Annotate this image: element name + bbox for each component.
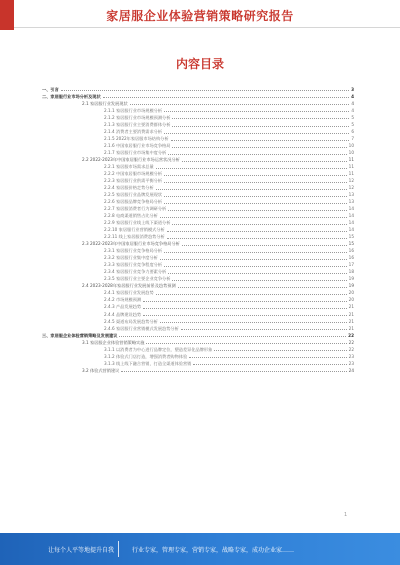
toc-entry[interactable]	[42, 114, 354, 121]
toc-leader-dots	[168, 210, 346, 211]
toc-entry-page: 14	[348, 227, 354, 233]
toc-entry[interactable]	[42, 254, 354, 261]
toc-entry[interactable]	[42, 212, 354, 219]
toc-entry-title: 2.2 2022-2023年中国家居服行业市场运营状况分析	[82, 157, 180, 163]
toc-entry[interactable]	[42, 121, 354, 128]
toc-entry-page: 21	[348, 304, 354, 310]
toc-entry[interactable]	[42, 303, 354, 310]
toc-entry[interactable]	[42, 191, 354, 198]
toc-entry-page: 21	[348, 311, 354, 317]
toc-entry[interactable]	[42, 325, 354, 332]
footer-roles: 行业专家，管理专家，营销专家，战略专家，成功企业家……	[132, 547, 295, 554]
toc-entry[interactable]	[42, 142, 354, 149]
toc-leader-dots	[168, 154, 346, 155]
toc-entry-page: 7	[351, 136, 354, 142]
toc-entry-page: 10	[348, 150, 354, 156]
toc-entry[interactable]	[42, 128, 354, 135]
toc-leader-dots	[172, 147, 346, 148]
toc-entry[interactable]	[42, 86, 354, 93]
header-band	[0, 0, 400, 30]
toc-entry[interactable]	[42, 170, 354, 177]
toc-entry[interactable]	[42, 247, 354, 254]
toc-entry[interactable]	[42, 360, 354, 367]
footer-banner	[0, 533, 400, 565]
document-title: 家居服企业体验营销策略研究报告	[106, 9, 294, 23]
toc-entry-title: 2.4.2 市场规模预测	[104, 297, 142, 303]
toc-leader-dots	[156, 294, 347, 295]
toc-entry-page: 11	[348, 171, 354, 177]
toc-entry-title: 3.1 家居服企业体验营销策略实施	[82, 339, 145, 345]
toc-entry-title: 2.2.10 家居服行业营销模式分析	[104, 227, 165, 233]
toc-leader-dots	[160, 217, 347, 218]
toc-entry-page: 4	[351, 101, 354, 107]
toc-entry-page: 23	[348, 353, 354, 359]
toc-entry-title: 2.2.7 家居服消费者行为调研分析	[104, 206, 167, 212]
toc-entry-title: 3.1.3 线上线下融合营销，打造全渠道体验营销	[104, 360, 192, 366]
toc-leader-dots	[103, 97, 349, 98]
toc-leader-dots	[172, 118, 349, 119]
toc-entry-page: 14	[348, 213, 354, 219]
toc-entry-title: 一、引言	[42, 87, 59, 92]
toc-entry-page: 18	[348, 269, 354, 275]
toc-entry-page: 12	[348, 185, 354, 191]
toc-entry-page: 17	[348, 262, 354, 268]
toc-leader-dots	[164, 175, 347, 176]
toc-entry-page: 11	[348, 157, 354, 163]
toc-entry[interactable]	[42, 149, 354, 156]
toc-entry[interactable]	[42, 184, 354, 191]
toc-entry-page: 24	[348, 367, 354, 373]
toc-entry-title: 2.2.2 中国家居服市场规模分析	[104, 171, 163, 177]
toc-entry-page: 23	[348, 360, 354, 366]
toc-entry-page: 4	[351, 108, 354, 114]
toc-entry-page: 11	[348, 164, 354, 170]
toc-entry-title: 2.1.5 2022年家居服市场结构分析	[104, 136, 169, 142]
toc-entry-page: 19	[348, 283, 354, 289]
toc-entry-page: 3	[351, 87, 354, 92]
toc-entry-page: 22	[348, 339, 354, 345]
toc-entry-title: 2.2.9 家居服行业线上线下渠道分析	[104, 220, 171, 226]
toc-entry[interactable]	[42, 163, 354, 170]
footer-tagline: 让每个人平等地提升自我	[48, 547, 115, 554]
toc-leader-dots	[143, 301, 347, 302]
toc-entry-page: 21	[348, 325, 354, 331]
toc-leader-dots	[164, 182, 347, 183]
table-of-contents	[42, 86, 354, 374]
toc-entry-title: 2.4.1 家居服行业发展趋势	[104, 290, 154, 296]
toc-leader-dots	[146, 343, 346, 344]
header-divider	[14, 27, 400, 28]
toc-entry-page: 10	[348, 143, 354, 149]
toc-leader-dots	[167, 231, 347, 232]
toc-entry-title: 2.3.5 家居服行业主要企业竞争分析	[104, 276, 171, 282]
toc-entry-title: 2.2.11 线上家居服消费趋势分析	[104, 234, 165, 240]
toc-entry[interactable]	[42, 240, 354, 247]
toc-leader-dots	[61, 90, 349, 91]
toc-entry-page: 15	[348, 234, 354, 240]
toc-entry[interactable]	[42, 100, 354, 107]
toc-entry-title: 2.4.4 品牌建设趋势	[104, 311, 142, 317]
toc-entry[interactable]	[42, 353, 354, 360]
toc-entry-title: 2.1.6 中国家居服行业市场竞争格局	[104, 143, 171, 149]
toc-leader-dots	[119, 336, 346, 337]
toc-entry-page: 20	[348, 297, 354, 303]
toc-entry[interactable]	[42, 198, 354, 205]
toc-entry[interactable]	[42, 135, 354, 142]
toc-leader-dots	[189, 357, 346, 358]
toc-entry-title: 二、家居服行业市场分析及现状	[42, 94, 101, 100]
toc-entry[interactable]	[42, 332, 354, 339]
toc-entry-title: 2.2.4 家居服价格走势分析	[104, 185, 154, 191]
toc-entry-page: 13	[348, 192, 354, 198]
toc-entry-title: 2.4.6 家居服行业营销模式发展趋势分析	[104, 325, 179, 331]
toc-entry-page: 5	[351, 115, 354, 121]
toc-entry-page: 22	[348, 332, 354, 338]
toc-entry-page: 16	[348, 255, 354, 261]
toc-entry[interactable]	[42, 233, 354, 240]
toc-entry-title: 2.2.8 电商渠道销售占比分析	[104, 213, 158, 219]
toc-entry[interactable]	[42, 93, 354, 100]
toc-entry[interactable]	[42, 275, 354, 282]
toc-leader-dots	[181, 329, 347, 330]
toc-entry-title: 2.1.3 家居服行业主要消费群体分析	[104, 122, 171, 128]
toc-entry-title: 2.1.7 家居服行业市场集中度分析	[104, 150, 167, 156]
toc-entry-page: 21	[348, 318, 354, 324]
toc-entry[interactable]	[42, 268, 354, 275]
toc-heading: 内容目录	[175, 57, 224, 71]
toc-leader-dots	[172, 224, 346, 225]
toc-leader-dots	[156, 168, 347, 169]
toc-entry-page: 14	[348, 206, 354, 212]
toc-entry-page: 13	[348, 199, 354, 205]
toc-leader-dots	[171, 140, 350, 141]
toc-entry[interactable]	[42, 107, 354, 114]
toc-entry-title: 2.1.2 家居服行业市场规模预测分析	[104, 115, 171, 121]
toc-entry-title: 2.3.3 家居服行业竞争程度分析	[104, 262, 163, 268]
toc-entry[interactable]	[42, 318, 354, 325]
toc-entry[interactable]	[42, 296, 354, 303]
toc-leader-dots	[167, 238, 347, 239]
toc-leader-dots	[193, 364, 346, 365]
toc-entry-page: 12	[348, 178, 354, 184]
toc-entry-page: 16	[348, 248, 354, 254]
toc-leader-dots	[130, 104, 350, 105]
toc-entry-title: 2.2.6 家居服品牌竞争格局分析	[104, 199, 163, 205]
toc-leader-dots	[160, 259, 347, 260]
toc-entry-title: 三、家居服企业体验营销策略及发展建议	[42, 332, 118, 338]
toc-entry-page: 15	[348, 241, 354, 247]
toc-entry-title: 3.2 体验式营销建议	[82, 367, 120, 373]
toc-entry-title: 2.1.1 家居服行业市场规模分析	[104, 108, 163, 114]
toc-entry-title: 2.3.1 家居服行业竞争格局分析	[104, 248, 163, 254]
toc-entry[interactable]	[42, 346, 354, 353]
toc-leader-dots	[178, 287, 347, 288]
toc-leader-dots	[164, 111, 349, 112]
toc-entry-title: 2.4.5 渠道布局发展趋势分析	[104, 318, 158, 324]
toc-entry[interactable]	[42, 261, 354, 268]
toc-leader-dots	[160, 322, 347, 323]
toc-entry-page: 22	[348, 346, 354, 352]
toc-entry[interactable]	[42, 289, 354, 296]
toc-leader-dots	[168, 273, 346, 274]
toc-entry-page: 4	[351, 94, 354, 100]
toc-entry-title: 2.2.1 家居服市场需求总量	[104, 164, 154, 170]
toc-entry-title: 3.1.2 体验式门店打造，增强消费者购物体验	[104, 353, 188, 359]
toc-leader-dots	[164, 252, 347, 253]
toc-entry[interactable]	[42, 226, 354, 233]
toc-entry[interactable]	[42, 339, 354, 346]
toc-entry-title: 2.4.3 产品发展趋势	[104, 304, 142, 310]
toc-leader-dots	[172, 126, 349, 127]
toc-leader-dots	[156, 189, 347, 190]
toc-leader-dots	[121, 371, 346, 372]
toc-leader-dots	[164, 133, 349, 134]
toc-leader-dots	[143, 308, 347, 309]
toc-entry[interactable]	[42, 282, 354, 289]
toc-leader-dots	[164, 203, 347, 204]
toc-entry-title: 3.1.1 以消费者为中心进行品牌定位，塑造差异化品牌形象	[104, 346, 213, 352]
toc-entry-page: 19	[348, 276, 354, 282]
footer-separator	[118, 541, 119, 557]
toc-leader-dots	[182, 245, 347, 246]
toc-entry[interactable]	[42, 367, 354, 374]
toc-leader-dots	[182, 161, 347, 162]
toc-entry-page: 5	[351, 122, 354, 128]
toc-entry-page: 6	[351, 129, 354, 135]
toc-entry-page: 20	[348, 290, 354, 296]
page-number: 1	[344, 512, 348, 518]
toc-leader-dots	[214, 350, 346, 351]
toc-leader-dots	[172, 280, 346, 281]
toc-entry[interactable]	[42, 219, 354, 226]
toc-leader-dots	[164, 196, 347, 197]
toc-entry[interactable]	[42, 311, 354, 318]
toc-entry[interactable]	[42, 177, 354, 184]
toc-entry[interactable]	[42, 205, 354, 212]
toc-leader-dots	[164, 266, 347, 267]
toc-entry[interactable]	[42, 156, 354, 163]
toc-entry-title: 2.1.4 消费者主要消费需求分析	[104, 129, 163, 135]
toc-entry-title: 2.3.2 家居服行业集中度分析	[104, 255, 158, 261]
toc-entry-title: 2.3.4 家居服行业竞争力要素分析	[104, 269, 167, 275]
toc-leader-dots	[143, 315, 347, 316]
toc-entry-title: 2.3 2022-2023年中国家居服行业市场竞争格局分析	[82, 241, 180, 247]
toc-entry-title: 2.2.5 家居服行业品牌发展现状	[104, 192, 163, 198]
toc-entry-title: 2.4 2023-2028年家居服行业发展前景及趋势预测	[82, 283, 176, 289]
toc-entry-title: 2.1 家居服行业发展现状	[82, 101, 128, 107]
toc-entry-title: 2.2.3 家居服行业供需平衡分析	[104, 178, 163, 184]
toc-entry-page: 14	[348, 220, 354, 226]
